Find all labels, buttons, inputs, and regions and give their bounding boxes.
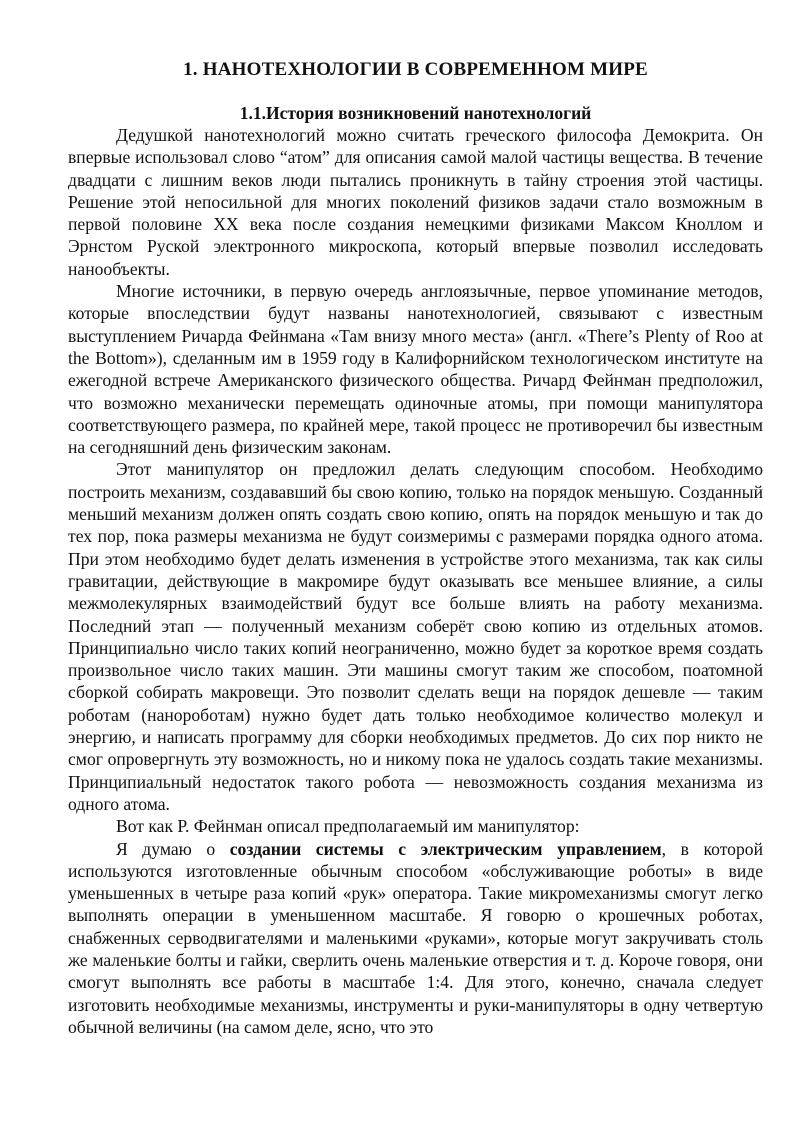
chapter-title: 1. НАНОТЕХНОЛОГИИ В СОВРЕМЕННОМ МИРЕ [183, 59, 648, 80]
paragraph-feynman-description: Вот как Р. Фейнман описал предполагаемый им манипулятор: [116, 816, 580, 837]
paragraph-democritus: Дедушкой нанотехнологий можно считать греческого философа Демокрита. Он впервые использовал слово “атом” для описания самой малой частицы вещества. В течение двадцати с лишним веков люди пытались проникнуть в тайну строения этой частицы. Решение этой непосильной для многих поколений физиков задачи стало возможным в первой половине XX века после создания немецкими физиками Максом Кноллом и Эрнстом Руской электронного микроскопа, который впервые позволил исследовать нанообъекты. [68, 125, 763, 279]
paragraph-manipulator-method: Этот манипулятор он предложил делать следующим способом. Необходимо построить механизм, создававший бы свою копию, только на порядок меньшую. Созданный меньший механизм должен опять создать свою копию, опять на порядок меньшую и так до тех пор, пока размеры механизма не будут соизмеримы с размерами порядка одного атома. При этом необходимо будет делать изменения в устройстве этого механизма, так как силы гравитации, действующие в макромире будут оказывать все меньшее влияние, а силы межмолекулярных взаимодействий будут все больше влиять на работу механизма. Последний этап — полученный механизм соберёт свою копию из отдельных атомов. Принципиально число таких копий неограниченно, можно будет за короткое время создать произвольное число таких машин. Эти машины смогут таким же способом, поатомной сборкой собирать макровещи. Это позволит сделать вещи на порядок дешевле — таким роботам (нанороботам) нужно будет дать только необходимое количество молекул и энергию, и написать программу для сборки необходимых предметов. До сих пор никто не смог опровергнуть эту возможность, но и никому пока не удалось создать такие механизмы. Принципиальный недостаток такого робота — невозможность создания механизма из одного атома. [68, 459, 763, 814]
quote-rest-text: , в которой используются изготовленные обычным способом «обслуживающие роботы» в виде уменьшенных в четыре раза копий «рук» оператора. Такие микромеханизмы смогут легко выполнять операции в уменьшенном масштабе. Я говорю о крошечных роботах, снабженных серводвигателями и маленькими «руками», которые могут закручивать столь же маленькие болты и гайки, сверлить очень маленькие отверстия и т. д. Короче говоря, они смогут выполнять все работы в масштабе 1:4. Для этого, конечно, сначала следует изготовить необходимые механизмы, инструменты и руки-манипуляторы в одну четвертую обычной величины (на самом деле, ясно, что это [68, 838, 763, 1037]
quote-bold-text: создании системы с электрическим управлением [229, 838, 662, 859]
paragraph-feynman-quote [68, 838, 763, 1039]
quote-start-text: Я думаю о [116, 838, 230, 859]
section-title: 1.1.История возникновений нанотехнологий [239, 103, 592, 123]
paragraph-feynman-talk: Многие источники, в первую очередь англоязычные, первое упоминание методов, которые впоследствии будут названы нанотехнологией, связывают с известным выступлением Ричарда Фейнмана «Там внизу много места» (англ. «There’s Plenty of Roo at the Bottom»), сделанным им в 1959 году в Калифорнийском технологическом институте на ежегодной встрече Американского физического общества. Ричард Фейнман предположил, что возможно механически перемещать одиночные атомы, при помощи манипулятора соответствующего размера, по крайней мере, такой процесс не противоречил бы известным на сегодняшний день физическим законам. [68, 281, 763, 458]
document-content [68, 58, 763, 1038]
